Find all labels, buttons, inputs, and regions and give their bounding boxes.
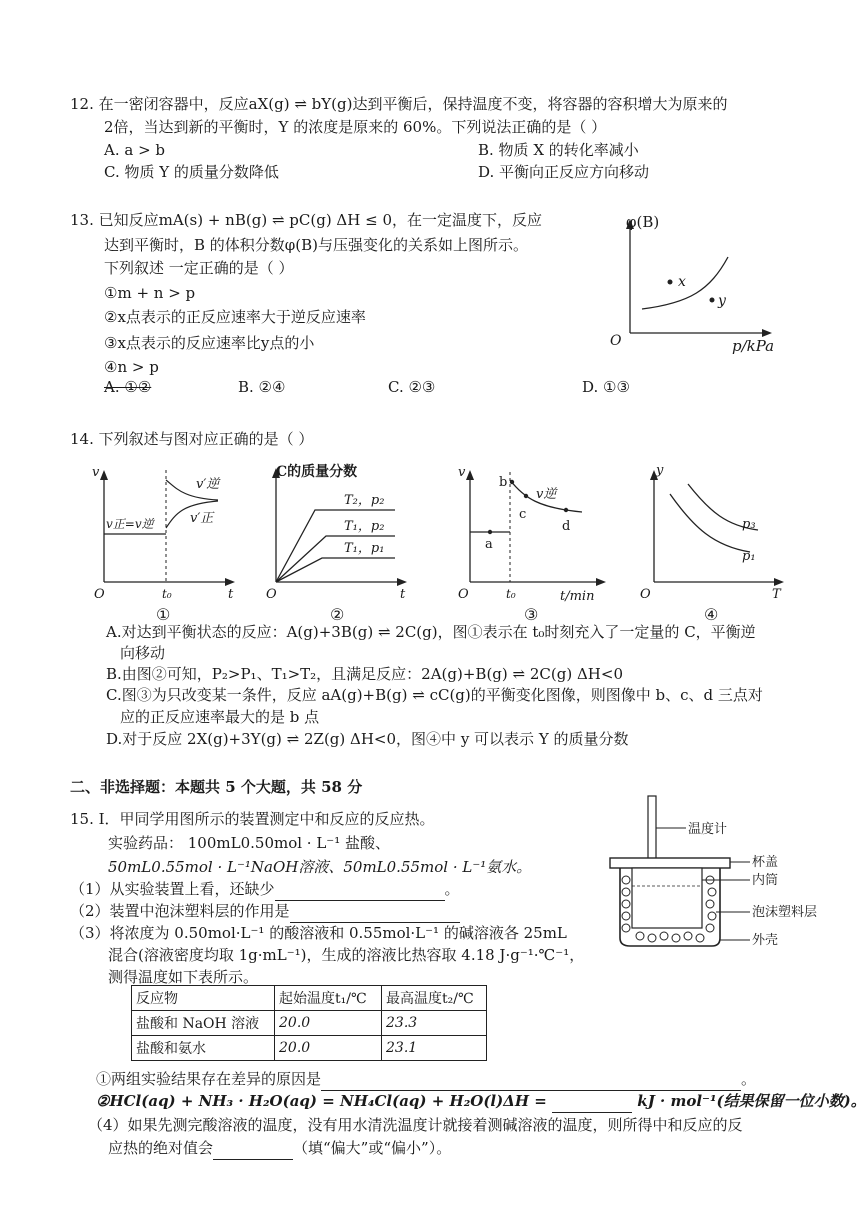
label-shell: 外壳: [752, 933, 779, 948]
q15-part4-line1: （4）如果先测完酸溶液的温度，没有用水清洗温度计就接着测碱溶液的温度，则所得中和反应的反: [88, 1116, 743, 1134]
label-thermometer: 温度计: [688, 822, 728, 837]
q13-stem-line3: 下列叙述 一定正确的是（ ）: [104, 259, 294, 277]
q14-graph-2: [260, 458, 420, 628]
q14-graph-4: [632, 458, 802, 628]
q15-part1-text: （1）从实验装置上看，还缺少: [70, 880, 275, 898]
label-inner-cup: 内筒: [752, 873, 779, 888]
table-header-cell: 起始温度t₁/℃: [275, 986, 382, 1011]
g3-origin: O: [458, 587, 469, 602]
table-cell: 盐酸和氨水: [132, 1036, 275, 1061]
g1-ylabel: v: [92, 465, 100, 480]
q14-option-b: B.由图②可知，P₂>P₁、T₁>T₂，且满足反应：2A(g)+B(g) ⇌ 2C(g) ΔH<0: [106, 665, 623, 683]
g1-vprime-rev: v′逆: [196, 477, 220, 492]
q12-option-b: B. 物质 X 的转化率减小: [478, 141, 639, 159]
calorimeter-diagram: [600, 788, 830, 958]
table-header-cell: 最高温度t₂/℃: [382, 986, 487, 1011]
q15-line3: 50mL0.55mol · L⁻¹NaOH溶液、50mL0.55mol · L⁻¹氨水。: [108, 858, 532, 876]
q14-option-c-line2: 应的正反应速率最大的是 b 点: [120, 708, 320, 726]
g1-vprime-fwd: v′正: [190, 511, 214, 526]
g3-vrev: v逆: [536, 487, 557, 502]
q15-part4-text: 应热的绝对值会: [108, 1139, 214, 1157]
table-header-row: [132, 986, 487, 1011]
q15-line2: 实验药品： 100mL0.50mol · L⁻¹ 盐酸、: [108, 834, 390, 852]
g1-origin: O: [94, 587, 105, 602]
q14-graph-1: [88, 458, 248, 628]
q15-result-1: [96, 1068, 756, 1091]
g2-number: ②: [330, 605, 345, 624]
q13-point-x: [668, 280, 673, 285]
q15-result-1-blank[interactable]: [321, 1068, 741, 1091]
section-2-heading: 二、非选择题：本题共 5 个大题，共 58 分: [70, 778, 363, 796]
g2-curve-label-3: T₁，p₁: [344, 541, 385, 556]
g1-number: ①: [156, 605, 171, 624]
q13-label-x: x: [678, 274, 686, 290]
q15-part4-blank[interactable]: [213, 1137, 293, 1160]
g3-ylabel: v: [458, 465, 466, 480]
table-cell: 盐酸和 NaOH 溶液: [132, 1011, 275, 1036]
q15-result-2-blank[interactable]: [552, 1090, 632, 1113]
g3-point-d: d: [562, 519, 571, 534]
g4-p3: p₃: [742, 517, 756, 532]
g3-number: ③: [524, 605, 539, 624]
table-cell: 23.1: [382, 1036, 487, 1061]
q12-option-c: C. 物质 Y 的质量分数降低: [104, 163, 279, 181]
q13-option-d: D. ①③: [582, 378, 630, 396]
q14-option-a-line1: A.对达到平衡状态的反应：A(g)+3B(g) ⇌ 2C(g)，图①表示在 t₀时刻充入了一定量的 C，平衡逆: [106, 623, 756, 641]
temperature-table: [131, 985, 487, 1061]
q15-part3-line3: 测得温度如下表所示。: [108, 968, 259, 986]
g4-number: ④: [704, 605, 719, 624]
q13-graph: [600, 205, 790, 355]
label-foam: 泡沫塑料层: [752, 905, 818, 920]
g4-T: T: [772, 587, 781, 602]
q13-xlabel: p/kPa: [732, 337, 775, 355]
table-row: [132, 1036, 487, 1061]
g4-p1: p₁: [742, 549, 756, 564]
q15-part3-line2: 混合(溶液密度均取 1g·mL⁻¹)，生成的溶液比热容取 4.18 J·g⁻¹·℃⁻¹，: [108, 946, 585, 964]
g3-point-a: a: [485, 537, 493, 552]
g1-t: t: [228, 587, 234, 602]
q14-option-c-line1: C.图③为只改变某一条件，反应 aA(g)+B(g) ⇌ cC(g)的平衡变化图像，则图像中 b、c、d 三点对: [106, 686, 763, 704]
table-cell: 20.0: [275, 1011, 382, 1036]
q13-point-y: [710, 298, 715, 303]
q13-statement-4: ④n > p: [104, 358, 159, 376]
q13-option-c: C. ②③: [388, 378, 436, 396]
q15-part4-hint: （填“偏大”或“偏小”）。: [293, 1139, 452, 1157]
g1-t0: t₀: [162, 587, 172, 601]
q13-label-y: y: [718, 293, 726, 309]
q12-option-d: D. 平衡向正反应方向移动: [478, 163, 650, 181]
q13-ylabel: φ(B): [626, 213, 660, 231]
g2-title: C的质量分数: [276, 464, 358, 480]
g4-origin: O: [640, 587, 651, 602]
g2-t: t: [400, 587, 406, 602]
table-cell: 20.0: [275, 1036, 382, 1061]
q13-stem-line1: 13. 已知反应mA(s) + nB(g) ⇌ pC(g) ΔH ≤ 0，在一定温度下，反应: [70, 211, 542, 229]
q15-result-2: [96, 1090, 866, 1113]
q12-stem-line1: 12. 在一密闭容器中，反应aX(g) ⇌ bY(g)达到平衡后，保持温度不变，将容器的容积增大为原来的: [70, 95, 728, 113]
q14-graph-3: [454, 458, 624, 628]
q15-part1: [70, 878, 460, 901]
label-lid: 杯盖: [752, 855, 779, 870]
table-header-cell: 反应物: [132, 986, 275, 1011]
q13-origin: O: [610, 333, 622, 349]
g3-xlabel: t/min: [560, 589, 595, 604]
q13-statement-2: ②x点表示的正反应速率大于逆反应速率: [104, 308, 366, 326]
g2-curve-label-1: T₂，p₂: [344, 493, 385, 508]
q15-result-2-eq: ②HCl(aq) + NH₃ · H₂O(aq) = NH₄Cl(aq) + H₂O(l)ΔH =: [96, 1092, 547, 1110]
g2-curve-label-2: T₁，p₂: [344, 519, 385, 534]
g1-eq: v正=v逆: [106, 517, 154, 531]
g3-t0: t₀: [506, 587, 516, 601]
q12-stem-line2: 2倍，当达到新的平衡时，Y 的浓度是原来的 60%。下列说法正确的是（ ）: [104, 118, 607, 136]
q14-option-a-line2: 向移动: [120, 644, 166, 662]
q15-part2-blank[interactable]: [290, 900, 460, 923]
q15-part2: [70, 900, 460, 923]
g4-ylabel: y: [656, 463, 664, 478]
q13-statement-1: ①m + n > p: [104, 284, 196, 302]
q15-result-1-text: ①两组实验结果存在差异的原因是: [96, 1070, 322, 1088]
g3-point-c: c: [519, 507, 527, 522]
q15-line1: 15. Ⅰ．甲同学用图所示的装置测定中和反应的反应热。: [70, 810, 435, 828]
q14-option-d: D.对于反应 2X(g)+3Y(g) ⇌ 2Z(g) ΔH<0，图④中 y 可以表示 Y 的质量分数: [106, 730, 629, 748]
g3-point-b: b: [499, 475, 508, 490]
q14-stem: 14. 下列叙述与图对应正确的是（ ）: [70, 430, 314, 448]
q13-option-a: A. ①②: [104, 378, 152, 396]
q15-part3-line1: （3）将浓度为 0.50mol·L⁻¹ 的酸溶液和 0.55mol·L⁻¹ 的碱溶液各 25mL: [70, 924, 567, 942]
q15-part4-line2: [108, 1137, 451, 1160]
q12-option-a: A. a > b: [104, 141, 166, 159]
q15-part1-blank[interactable]: [275, 878, 445, 901]
q15-result-1-end: 。: [741, 1070, 757, 1088]
q13-statement-3: ③x点表示的反应速率比y点的小: [104, 334, 315, 352]
table-cell: 23.3: [382, 1011, 487, 1036]
q15-part2-text: （2）装置中泡沫塑料层的作用是: [70, 902, 290, 920]
q13-option-b: B. ②④: [238, 378, 286, 396]
q13-stem-line2: 达到平衡时，B 的体积分数φ(B)与压强变化的关系如上图所示。: [104, 236, 529, 254]
g2-origin: O: [266, 587, 277, 602]
q15-result-2-unit: kJ · mol⁻¹(结果保留一位小数)。: [637, 1092, 866, 1110]
q15-part1-end: 。: [444, 880, 460, 898]
table-row: [132, 1011, 487, 1036]
